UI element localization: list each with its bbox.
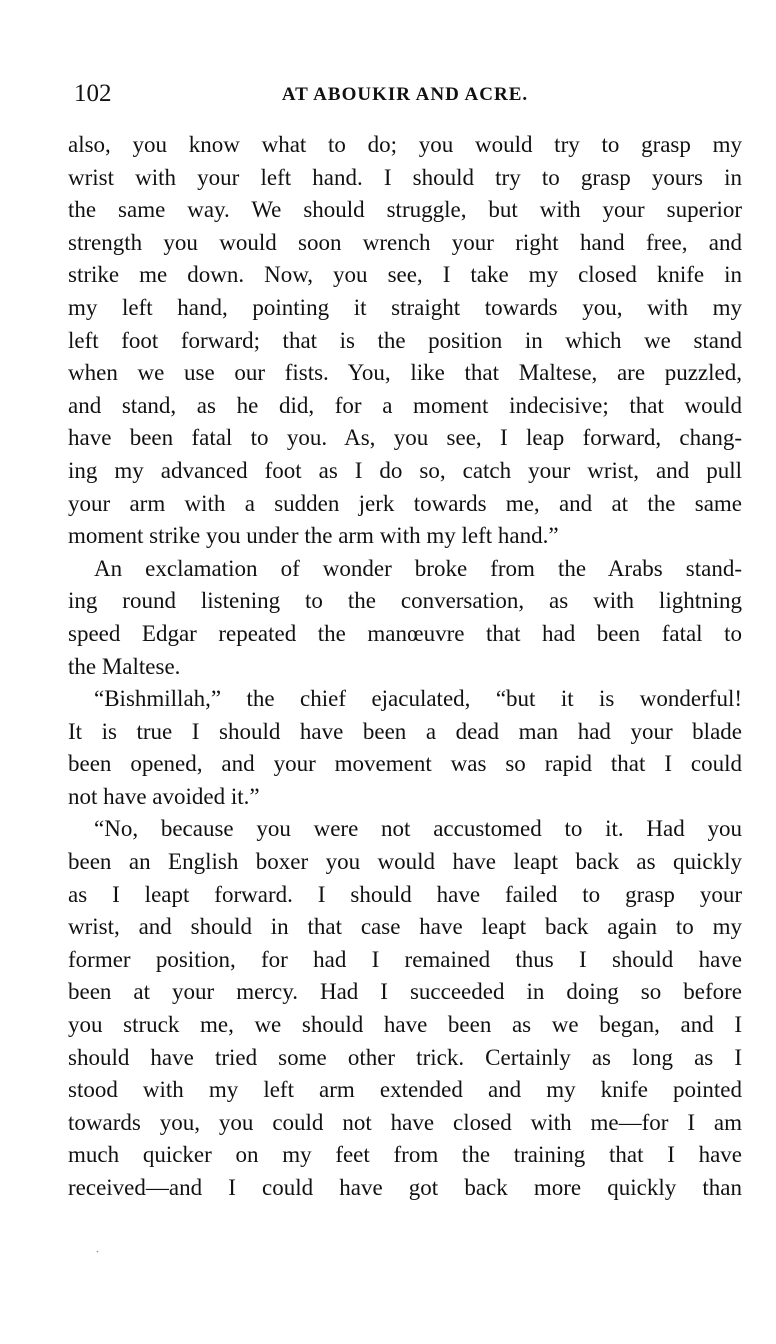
body-text — [68, 129, 742, 1205]
text-line: ing round listening to the conversation, as with lightning — [68, 588, 742, 614]
text-line: strike me down. Now, you see, I take my closed knife in — [68, 262, 742, 288]
text-line: wrist, and should in that case have leapt back again to my — [68, 914, 742, 940]
text-line: not have avoided it.” — [68, 783, 260, 809]
text-line: An exclamation of wonder broke from the Arabs stand- — [94, 555, 742, 581]
text-line: when we use our fists. You, like that Maltese, are puzzled, — [68, 360, 742, 386]
text-line: my left hand, pointing it straight towards you, with my — [68, 294, 742, 320]
text-line: been an English boxer you would have leapt back as quickly — [68, 849, 742, 875]
running-title: AT ABOUKIR AND ACRE. — [281, 84, 529, 105]
text-line: stood with my left arm extended and my knife pointed — [68, 1077, 742, 1103]
text-line: It is true I should have been a dead man had your blade — [68, 718, 742, 744]
text-line: the Maltese. — [68, 653, 181, 679]
text-line: ing my advanced foot as I do so, catch your wrist, and pull — [68, 457, 742, 483]
text-line: towards you, you could not have closed with me—for I am — [68, 1109, 742, 1135]
text-line: and stand, as he did, for a moment indecisive; that would — [68, 392, 742, 418]
text-line: your arm with a sudden jerk towards me, and at the same — [68, 490, 742, 516]
page-number: 102 — [74, 80, 112, 107]
scan-speck — [96, 1250, 99, 1253]
text-line: much quicker on my feet from the training that I have — [68, 1142, 742, 1168]
text-line: former position, for had I remained thus I should have — [68, 946, 742, 972]
text-line: also, you know what to do; you would try to grasp my — [68, 132, 742, 157]
text-line: have been fatal to you. As, you see, I leap forward, chang- — [68, 425, 742, 451]
text-line: wrist with your left hand. I should try to grasp yours in — [68, 164, 742, 190]
text-line: been at your mercy. Had I succeeded in doing so before — [68, 979, 742, 1005]
text-line: moment strike you under the arm with my left hand.” — [68, 523, 559, 549]
page-header — [68, 78, 742, 110]
text-line: been opened, and your movement was so rapid that I could — [68, 751, 742, 777]
text-line: “No, because you were not accustomed to it. Had you — [94, 816, 742, 842]
text-line: received—and I could have got back more quickly than — [68, 1175, 742, 1200]
text-line: the same way. We should struggle, but with your superior — [68, 197, 742, 223]
text-line: left foot forward; that is the position in which we stand — [68, 327, 742, 353]
text-line: should have tried some other trick. Certainly as long as I — [68, 1044, 742, 1070]
text-line: “Bishmillah,” the chief ejaculated, “but it is wonderful! — [94, 686, 742, 712]
text-line: strength you would soon wrench your right hand free, and — [68, 229, 742, 255]
text-line: you struck me, we should have been as we began, and I — [68, 1012, 742, 1038]
text-line: as I leapt forward. I should have failed to grasp your — [68, 881, 742, 907]
text-line: speed Edgar repeated the manœuvre that had been fatal to — [68, 620, 742, 646]
